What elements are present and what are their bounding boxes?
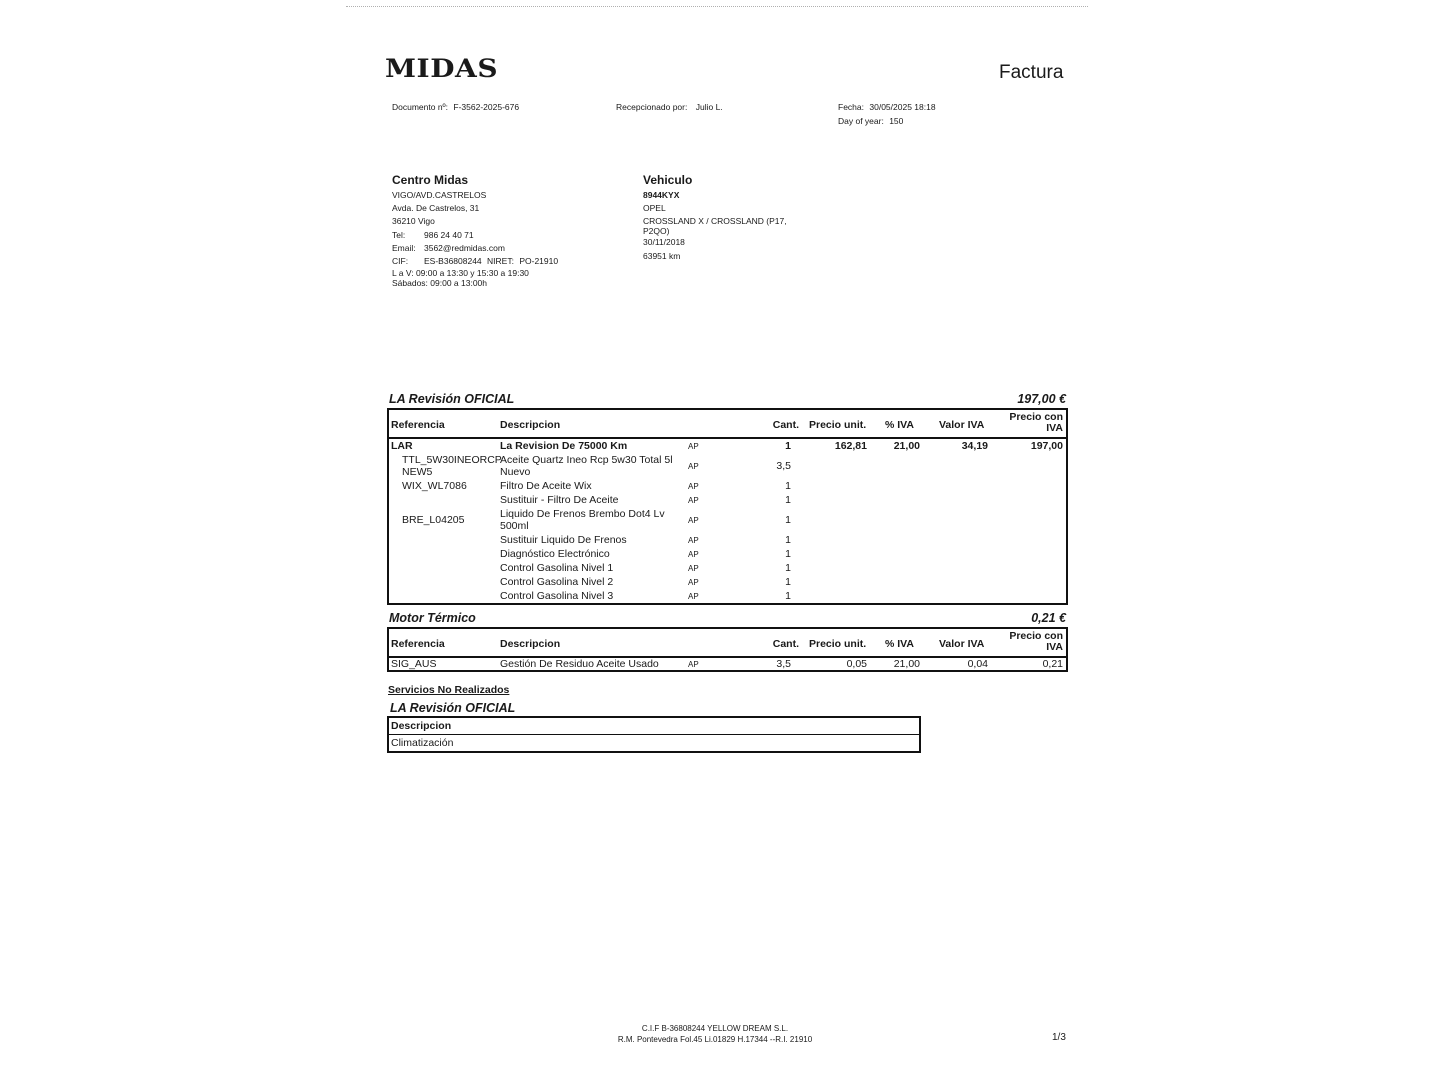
- s2-precio: 0,05: [846, 658, 867, 670]
- row8-ap: AP: [688, 578, 699, 587]
- row6-cant: 1: [785, 548, 791, 560]
- row4-cant: 1: [785, 514, 791, 526]
- nr-value: Climatización: [391, 737, 454, 749]
- col2-precio-con-line1: Precio con: [1009, 630, 1063, 642]
- col2-precio-con-line2: IVA: [1046, 641, 1063, 653]
- footer-line1: C.I.F B-36808244 YELLOW DREAM S.L.: [641, 1024, 789, 1033]
- s2-cant: 3,5: [776, 658, 791, 670]
- col2-cant: Cant.: [772, 638, 799, 650]
- centro-email: [392, 242, 558, 255]
- nr-col-descripcion: Descripcion: [391, 720, 452, 732]
- section2-table: [387, 627, 1068, 672]
- fecha-label: Fecha:: [838, 102, 864, 112]
- s2-pcon: 0,21: [1042, 658, 1063, 670]
- niret-label: NIRET:: [487, 256, 514, 267]
- cif-label: CIF:: [392, 256, 409, 267]
- section2-title: Motor Térmico: [389, 611, 476, 625]
- documento-label: Documento nº:: [392, 102, 449, 112]
- section2-total: 0,21 €: [1031, 611, 1066, 625]
- vehiculo-km: 63951 km: [643, 250, 681, 261]
- col-iva: % IVA: [885, 419, 914, 431]
- col2-descripcion: Descripcion: [500, 638, 561, 650]
- row2-desc: Filtro De Aceite Wix: [500, 480, 592, 492]
- niret-value: PO-21910: [519, 256, 559, 267]
- col-valor-iva: Valor IVA: [939, 419, 985, 431]
- row7-ap: AP: [688, 564, 699, 573]
- tel-label: Tel:: [392, 229, 406, 240]
- row7-cant: 1: [785, 562, 791, 574]
- email-value: 3562@redmidas.com: [424, 242, 505, 253]
- midas-logo: MIDAS: [385, 54, 499, 83]
- col-precio-con-line1: Precio con: [1009, 411, 1063, 423]
- row3-ap: AP: [688, 496, 699, 505]
- recepcionado-por: [616, 102, 723, 112]
- section1-header-row: [389, 410, 1066, 439]
- page-number: 1/3: [1052, 1032, 1066, 1043]
- no-realizados-title: LA Revisión OFICIAL: [390, 701, 516, 715]
- doy-label: Day of year:: [838, 116, 884, 126]
- fecha-value: 30/05/2025 18:18: [869, 102, 936, 112]
- row4-desc: Liquido De Frenos Brembo Dot4 Lv 500ml: [500, 508, 665, 532]
- row6-ap: AP: [688, 550, 699, 559]
- section1-total: 197,00 €: [1017, 392, 1066, 406]
- vehiculo-block: [643, 173, 787, 263]
- row3-desc: Sustituir - Filtro De Aceite: [500, 494, 619, 506]
- col-descripcion: Descripcion: [500, 419, 561, 431]
- s2-iva: 21,00: [893, 658, 920, 670]
- s2-desc: Gestión De Residuo Aceite Usado: [500, 658, 659, 670]
- centro-line2: Avda. De Castrelos, 31: [392, 203, 480, 214]
- main-cant: 1: [785, 440, 791, 452]
- section1-title: LA Revisión OFICIAL: [389, 392, 515, 406]
- section2-header-row: [389, 629, 1066, 658]
- top-dotted-rule: [346, 6, 1088, 7]
- footer-line2: R.M. Pontevedra Fol.45 Li.01829 H.17344 --R.I. 21910: [617, 1034, 813, 1044]
- cif-value: ES-B36808244: [424, 256, 482, 267]
- vehiculo-plate: 8944KYX: [643, 190, 680, 200]
- footer-legal: [540, 1024, 890, 1045]
- email-label: Email:: [392, 242, 416, 253]
- col2-precio-con-iva: [989, 631, 1063, 653]
- doy-value: 150: [889, 116, 904, 126]
- row5-ap: AP: [688, 536, 699, 545]
- main-valor: 34,19: [961, 440, 988, 452]
- row5-cant: 1: [785, 534, 791, 546]
- s2-valor: 0,04: [967, 658, 988, 670]
- centro-tel: [392, 229, 558, 242]
- day-of-year: [838, 116, 903, 126]
- main-precio: 162,81: [834, 440, 867, 452]
- row9-ap: AP: [688, 592, 699, 601]
- documento-number: [392, 102, 519, 112]
- row6-desc: Diagnóstico Electrónico: [500, 548, 610, 560]
- fecha: [838, 102, 936, 112]
- vehiculo-make: OPEL: [643, 203, 666, 214]
- vehiculo-date: 30/11/2018: [643, 237, 685, 248]
- col-precio-unit: Precio unit.: [809, 419, 867, 431]
- col2-referencia: Referencia: [391, 638, 445, 650]
- vehiculo-model1: CROSSLAND X / CROSSLAND (P17,: [643, 216, 787, 227]
- centro-cif: [392, 255, 558, 268]
- centro-hours1: L a V: 09:00 a 13:30 y 15:30 a 19:30: [392, 268, 529, 279]
- row2-ap: AP: [688, 482, 699, 491]
- no-realizados-table: [387, 716, 921, 753]
- document-title: Factura: [999, 62, 1064, 83]
- recep-label: Recepcionado por:: [616, 102, 688, 112]
- row1-cant: 3,5: [776, 460, 791, 472]
- col-cant: Cant.: [772, 419, 799, 431]
- row7-desc: Control Gasolina Nivel 1: [500, 562, 614, 574]
- centro-line3: 36210 Vigo: [392, 216, 435, 227]
- centro-title: Centro Midas: [392, 173, 469, 187]
- row2-cant: 1: [785, 480, 791, 492]
- row3-cant: 1: [785, 494, 791, 506]
- no-realizados-header: [389, 718, 919, 735]
- vehiculo-title: Vehiculo: [643, 173, 693, 187]
- section1-table: [387, 408, 1068, 605]
- row8-cant: 1: [785, 576, 791, 588]
- documento-value: F-3562-2025-676: [453, 102, 520, 112]
- main-ap: AP: [688, 442, 699, 451]
- tel-value: 986 24 40 71: [424, 229, 474, 240]
- col2-iva: % IVA: [885, 638, 914, 650]
- s2-ref: SIG_AUS: [391, 658, 437, 670]
- row8-desc: Control Gasolina Nivel 2: [500, 576, 614, 588]
- row9-desc: Control Gasolina Nivel 3: [500, 590, 614, 602]
- main-desc: La Revision De 75000 Km: [500, 440, 628, 452]
- row9-cant: 1: [785, 590, 791, 602]
- col-referencia: Referencia: [391, 419, 445, 431]
- col2-valor-iva: Valor IVA: [939, 638, 985, 650]
- main-pcon: 197,00: [1030, 440, 1063, 452]
- centro-hours2: Sábados: 09:00 a 13:00h: [392, 278, 487, 289]
- row1-ap: AP: [688, 462, 699, 471]
- row4-ref: BRE_L04205: [402, 514, 465, 526]
- col-precio-con-iva: [989, 412, 1063, 434]
- centro-block: [392, 173, 558, 288]
- row2-ref: WIX_WL7086: [402, 480, 467, 492]
- main-iva: 21,00: [893, 440, 920, 452]
- col-precio-con-line2: IVA: [1046, 422, 1063, 434]
- row1-desc: Aceite Quartz Ineo Rcp 5w30 Total 5l Nuevo: [500, 454, 673, 478]
- servicios-no-realizados-label: Servicios No Realizados: [388, 684, 510, 696]
- row1-ref: TTL_5W30INEORCP NEW5: [402, 454, 502, 478]
- recep-value: Julio L.: [695, 102, 723, 112]
- row4-ap: AP: [688, 516, 699, 525]
- vehiculo-model2: P2QO): [643, 226, 670, 237]
- centro-line1: VIGO/AVD.CASTRELOS: [392, 190, 487, 200]
- col2-precio-unit: Precio unit.: [809, 638, 867, 650]
- row5-desc: Sustituir Liquido De Frenos: [500, 534, 627, 546]
- main-ref: LAR: [391, 440, 413, 452]
- s2-ap: AP: [688, 660, 699, 669]
